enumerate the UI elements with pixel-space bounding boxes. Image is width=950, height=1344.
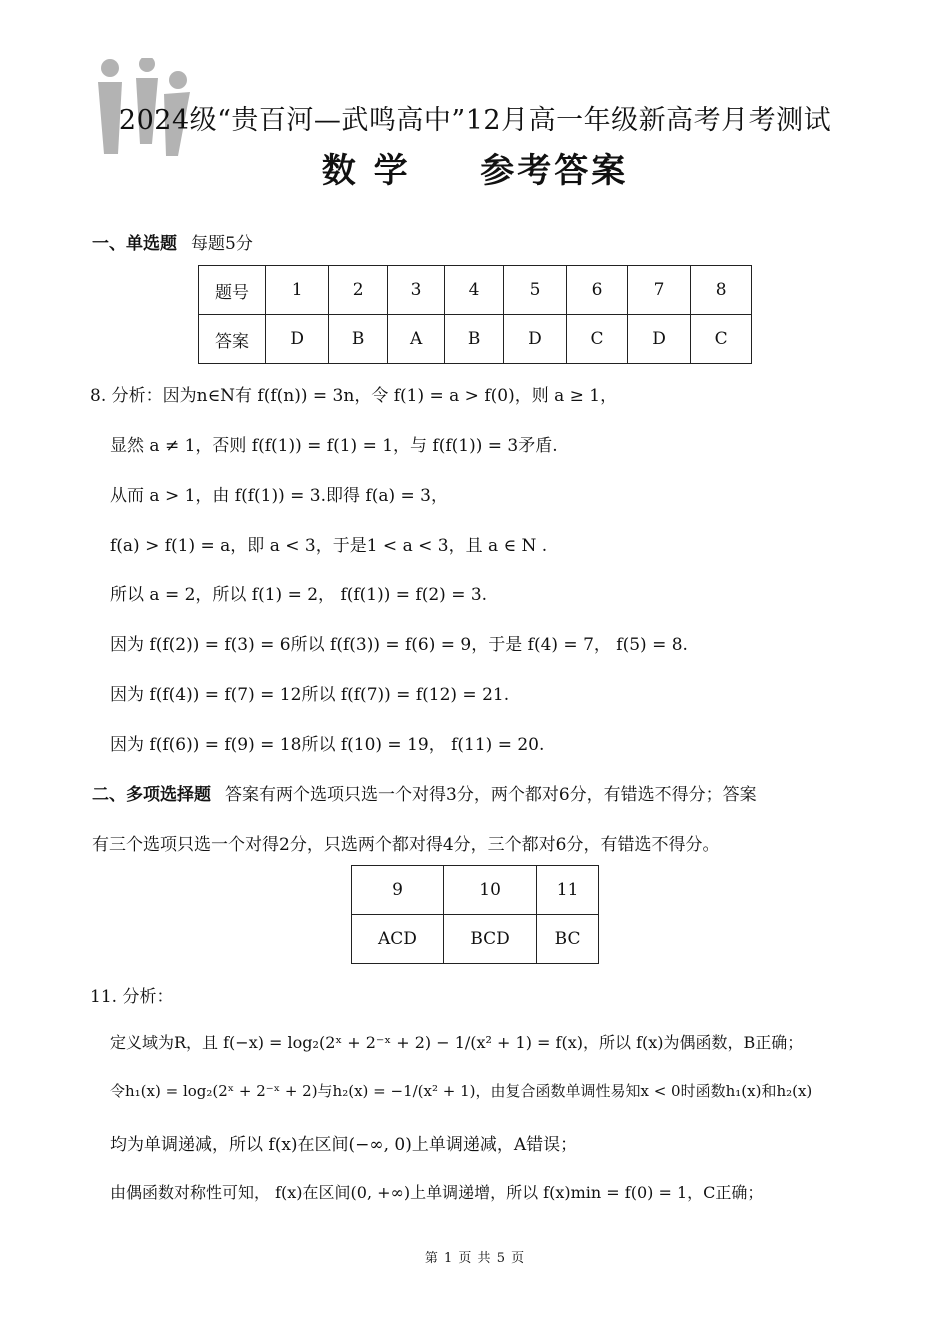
table-cell: B <box>329 315 387 364</box>
table-cell: 6 <box>567 266 628 315</box>
table-cell: A <box>387 315 445 364</box>
solution-line: 因为 f(f(4)) = f(7) = 12所以 f(f(7)) = f(12) = 21. <box>110 685 510 705</box>
table-row <box>199 266 752 315</box>
table-cell: D <box>503 315 566 364</box>
table-row <box>352 866 599 915</box>
section2-note-line2: 有三个选项只选一个对得2分，只选两个都对得4分，三个都对6分，有错选不得分。 <box>92 835 720 855</box>
section1-header <box>92 229 253 254</box>
table-row <box>352 915 599 964</box>
table-cell: 答案 <box>199 315 266 364</box>
section2-note-line1: 答案有两个选项只选一个对得3分，两个都对6分，有错选不得分；答案 <box>225 785 757 805</box>
page-title: 2024级“贵百河—武鸣高中”12月高一年级新高考月考测试 <box>118 105 832 136</box>
table-cell: 11 <box>537 866 599 915</box>
solution-line: 定义域为R，且 f(−x) = log₂(2ˣ + 2⁻ˣ + 2) − 1/(x² + 1) = f(x)，所以 f(x)为偶函数，B正确； <box>110 1033 804 1052</box>
table-cell: D <box>266 315 329 364</box>
table-cell: 题号 <box>199 266 266 315</box>
solution-line: 显然 a ≠ 1，否则 f(f(1)) = f(1) = 1，与 f(f(1)) = 3矛盾. <box>110 436 558 456</box>
multi-choice-answer-table <box>351 865 599 964</box>
table-cell: BC <box>537 915 599 964</box>
table-cell: D <box>627 315 690 364</box>
solution-line: 所以 a = 2，所以 f(1) = 2， f(f(1)) = f(2) = 3. <box>110 585 488 605</box>
table-cell: ACD <box>352 915 444 964</box>
section1-heading: 一、单选题 <box>92 234 177 254</box>
section1-note: 每题5分 <box>191 234 253 254</box>
table-cell: C <box>567 315 628 364</box>
table-cell: 5 <box>503 266 566 315</box>
solution-line: 从而 a > 1，由 f(f(1)) = 3.即得 f(a) = 3， <box>110 486 448 506</box>
table-cell: BCD <box>443 915 536 964</box>
table-cell: 2 <box>329 266 387 315</box>
table-cell: 7 <box>627 266 690 315</box>
table-cell: 9 <box>352 866 444 915</box>
table-cell: 4 <box>445 266 503 315</box>
solution-line: 8. 分析：因为n∈N有 f(f(n)) = 3n，令 f(1) = a > f(0)，则 a ≥ 1， <box>90 386 618 406</box>
solution-line: 因为 f(f(2)) = f(3) = 6所以 f(f(3)) = f(6) = 9，于是 f(4) = 7， f(5) = 8. <box>110 635 688 655</box>
solution-line: 11. 分析： <box>90 987 174 1007</box>
solution-line: 均为单调递减，所以 f(x)在区间(−∞, 0)上单调递减，A错误； <box>110 1135 578 1155</box>
solution-line: 令h₁(x) = log₂(2ˣ + 2⁻ˣ + 2)与h₂(x) = −1/(x² + 1)，由复合函数单调性易知x < 0时函数h₁(x)和h₂(x) <box>110 1082 813 1100</box>
table-cell: 3 <box>387 266 445 315</box>
page-subtitle <box>0 143 950 192</box>
table-cell: 1 <box>266 266 329 315</box>
answer-key-label: 参考答案 <box>480 151 629 191</box>
table-cell: C <box>691 315 752 364</box>
single-choice-answer-table <box>198 265 752 364</box>
section2-heading: 二、多项选择题 <box>92 785 211 805</box>
table-row <box>199 315 752 364</box>
section2-header <box>92 780 757 805</box>
subject-label: 数 学 <box>321 151 411 191</box>
solution-line: 由偶函数对称性可知， f(x)在区间(0, +∞)上单调递增，所以 f(x)min = f(0) = 1，C正确； <box>110 1183 764 1202</box>
table-cell: 10 <box>443 866 536 915</box>
page-number: 第 1 页 共 5 页 <box>424 1251 526 1266</box>
table-cell: B <box>445 315 503 364</box>
table-cell: 8 <box>691 266 752 315</box>
solution-line: 因为 f(f(6)) = f(9) = 18所以 f(10) = 19， f(11) = 20. <box>110 735 545 755</box>
solution-line: f(a) > f(1) = a，即 a < 3，于是1 < a < 3，且 a ∈ N . <box>110 536 548 556</box>
